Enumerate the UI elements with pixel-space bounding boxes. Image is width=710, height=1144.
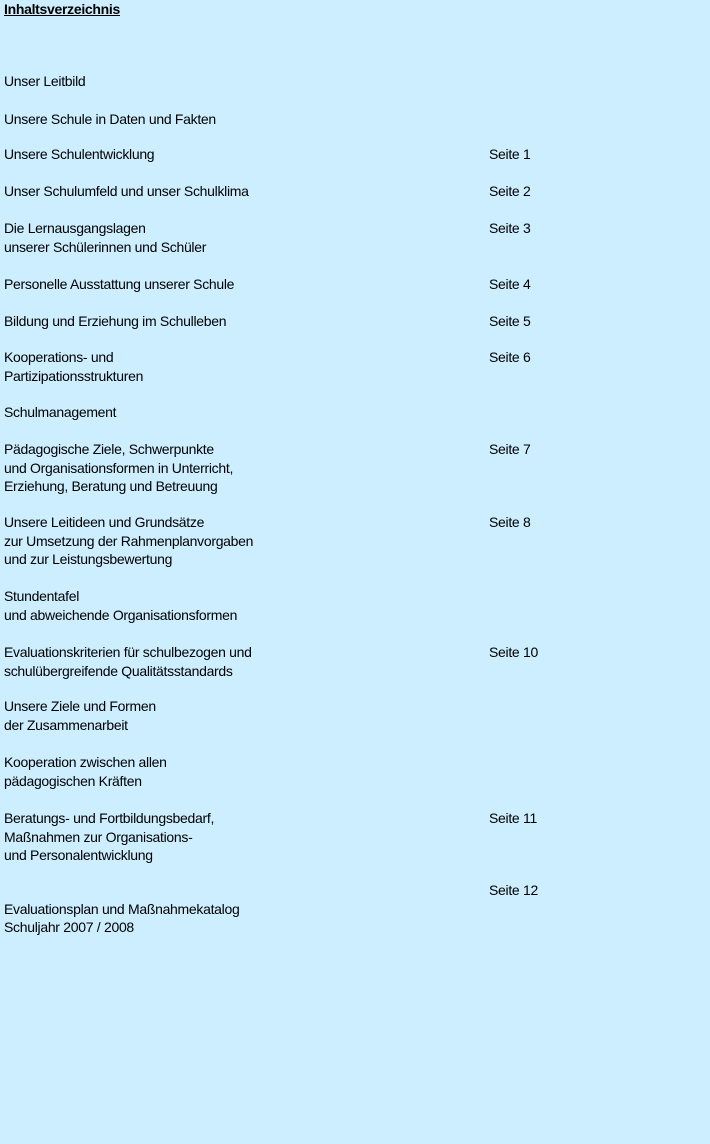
toc-entry-leitideen [4,513,704,569]
entry-line: Schulmanagement [4,404,117,420]
toc-entry-leitbild [4,72,704,91]
entry-line: und Personalentwicklung [4,847,153,864]
entry-line: Erziehung, Beratung und Betreuung [4,478,218,495]
entry-line: Stundentafel [4,588,80,604]
entry-line: Evaluationsplan und Maßnahmekatalog [4,900,240,917]
entry-line [4,881,704,900]
entry-line: Kooperation zwischen allen [4,754,167,770]
entry-line: Maßnahmen zur Organisations- [4,828,193,845]
toc-entry-kooperation-kraefte [4,753,704,790]
toc-entry-stundentafel [4,587,704,624]
entry-line: Die Lernausgangslagen [4,220,146,236]
entry-line: Evaluationskriterien für schulbezogen und [4,644,252,660]
entry-page-number: Seite 6 [489,349,531,365]
entry-page-number: Seite 1 [489,146,531,162]
entry-page-number: Seite 10 [489,644,538,660]
entry-line: Unser Schulumfeld und unser Schulklima [4,183,249,199]
entry-page-number: Seite 8 [489,514,531,530]
entry-page-number: Seite 11 [489,810,537,826]
toc-heading: Inhaltsverzeichnis [4,1,120,17]
entry-line: und abweichende Organisationsformen [4,606,238,623]
toc-entry-evaluationskriterien [4,643,704,680]
toc-entry-evaluationsplan [4,881,704,937]
entry-line: Schuljahr 2007 / 2008 [4,919,134,936]
entry-line: Beratungs- und Fortbildungsbedarf, [4,810,215,826]
entry-line: pädagogischen Kräften [4,772,142,789]
entry-line: Pädagogische Ziele, Schwerpunkte [4,441,214,457]
toc-entry-paedagogische-ziele [4,440,704,496]
entry-line: Personelle Ausstattung unserer Schule [4,276,235,292]
entry-page-number: Seite 12 [489,882,538,898]
entry-line: Unsere Schule in Daten und Fakten [4,111,216,127]
toc-entry-lernausgangslagen [4,219,704,256]
toc-entry-daten-fakten [4,110,704,129]
entry-line: zur Umsetzung der Rahmenplanvorgaben [4,532,254,549]
entry-line: Unsere Schulentwicklung [4,146,155,162]
entry-line: und Organisationsformen in Unterricht, [4,459,234,476]
entry-line: Partizipationsstrukturen [4,367,144,384]
entry-line: Kooperations- und [4,349,114,365]
toc-entry-schulmanagement [4,403,704,422]
entry-line: der Zusammenarbeit [4,716,128,733]
toc-entry-personelle-ausstattung [4,275,704,294]
entry-line: Unser Leitbild [4,73,86,89]
entry-page-number: Seite 7 [489,441,531,457]
toc-entry-beratung-fortbildung [4,809,704,865]
entry-page-number: Seite 5 [489,313,531,329]
entry-line: Bildung und Erziehung im Schulleben [4,313,227,329]
entry-page-number: Seite 2 [489,183,531,199]
toc-entry-schulumfeld [4,182,704,201]
entry-line: schulübergreifende Qualitätsstandards [4,662,233,679]
entry-line: Unsere Ziele und Formen [4,698,156,714]
entry-line: und zur Leistungsbewertung [4,551,173,568]
toc-entry-schulentwicklung [4,145,704,164]
toc-entry-ziele-formen [4,697,704,734]
entry-line: unserer Schülerinnen und Schüler [4,238,207,255]
toc-entry-bildung-erziehung [4,312,704,331]
entry-page-number: Seite 4 [489,276,531,292]
entry-line: Unsere Leitideen und Grundsätze [4,514,205,530]
entry-page-number: Seite 3 [489,220,531,236]
toc-entry-kooperation-partizipation [4,348,704,385]
